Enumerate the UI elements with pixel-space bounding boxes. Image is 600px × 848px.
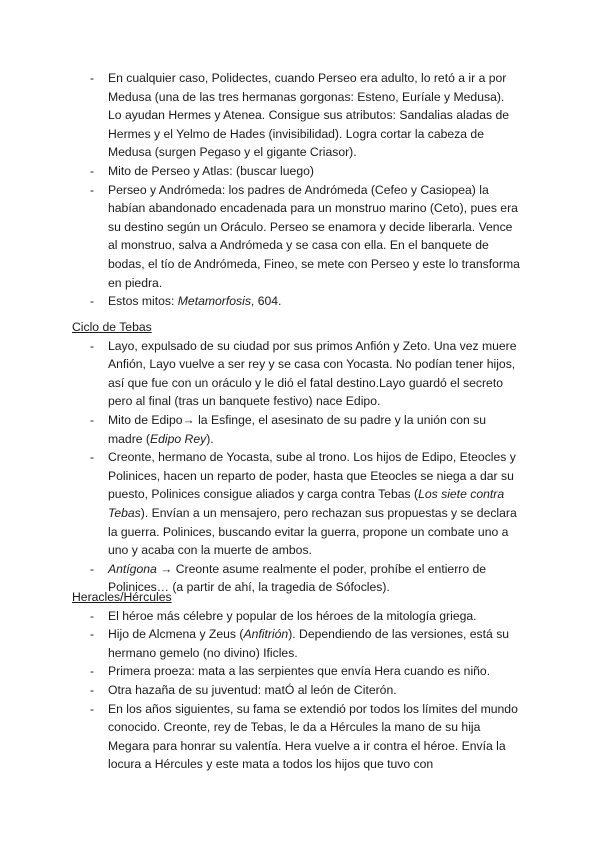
work-title: Edipo Rey [150,431,207,446]
list-item [0,607,520,626]
section-heading-tebas: Ciclo de Tebas [72,320,152,334]
list-item [0,337,520,411]
list-item-text: Primera proeza: mata a las serpientes que envía Hera cuando es niño. [108,664,491,679]
list-item-text: En cualquier caso, Polidectes, cuando Perseo era adulto, lo retó a ir a por Medusa (una de las tres hermanas gorgonas: Esteno, Euríale y Medusa). Lo ayudan Hermes y Atenea. Consigue sus atributos: Sandalias aladas de Hermes y el Yelmo de Hades (invisibilidad). Logra cortar la cabeza de Medusa (surgen Pegaso y el gigante Criasor). [108,71,510,160]
list-item-text: El héroe más célebre y popular de los héroes de la mitología griega. [108,608,477,623]
list-item-text: Otra hazaña de su juventud: matÓ al león de Citerón. [108,682,397,697]
section-perseo [0,69,520,311]
list-item [0,181,520,293]
section-heracles [0,588,520,774]
list-item-text-pre: Mito de Edipo→ la Esfinge, el asesinato de su padre y la unión con su madre ( [108,412,487,446]
list-item-text: Layo, expulsado de su ciudad por sus primos Anfión y Zeto. Una vez muere Anfión, Layo vuelve a ser rey y se casa con Yocasta. No podían tener hijos, así que fue con un oráculo y le dió el fatal destino.Layo guardó el secreto pero al final (tras un banquete festivo) nace Edipo. [108,338,517,409]
work-title: Los siete contra Tebas [108,487,505,520]
dash-bullet: - [90,338,95,353]
dash-bullet: - [90,608,95,623]
perseo-list [0,69,520,311]
list-item-text-pre: Estos mitos: [108,294,178,309]
list-item [0,292,520,311]
heracles-list [0,607,520,774]
list-item [0,700,520,774]
list-item [0,411,520,448]
dash-bullet: - [90,664,95,679]
tebas-list [0,337,520,597]
dash-bullet: - [90,412,95,427]
list-item-text-pre: Creonte, hermano de Yocasta, sube al trono. Los hijos de Edipo, Eteocles y Polinices, hacen un reparto de poder, hasta que Eteocles se niega a dar su puesto, Polinices consigue aliados y carga contra Tebas ( [108,450,516,502]
list-item-text-post: → Creonte asume realmente el poder, prohíbe el entierro de Polinices… (a partir de ahí, la tragedia de Sófocles). [108,561,487,595]
list-item [0,448,520,560]
dash-bullet: - [90,294,95,309]
list-item-text: En los años siguientes, su fama se extendió por todos los límites del mundo conocido. Creonte, rey de Tebas, le da a Hércules la mano de su hija Megara para honrar su valentía. Hera vuelve a ir contra el héroe. Envía la locura a Hércules y este mata a todos los hijos que tuvo con [108,701,518,772]
list-item-text-post: ). [206,431,214,446]
list-item [0,681,520,700]
list-item-text: Perseo y Andrómeda: los padres de Andrómeda (Cefeo y Casiopea) la habían abandonado encadenada para un monstruo marino (Ceto), pues era su destino según un Oráculo. Perseo se enamora y decide liberarla. Vence al monstruo, salva a Andrómeda y se casa con ella. En el banquete de bodas, el tío de Andrómeda, Fineo, se mete con Perseo y este lo transforma en piedra. [108,182,520,290]
list-item [0,625,520,662]
list-item-text-post: ). Dependiendo de las versiones, está su hermano gemelo (no divino) Ificles. [108,627,510,660]
dash-bullet: - [90,627,95,642]
dash-bullet: - [90,163,95,178]
dash-bullet: - [90,450,95,465]
list-item-text: Mito de Perseo y Atlas: (buscar luego) [108,163,314,178]
list-item [0,69,520,162]
work-title: Anfitrión [243,627,289,642]
work-title: Antígona [108,561,157,576]
list-item-text-pre: Hijo de Alcmena y Zeus ( [108,627,244,642]
list-item [0,662,520,681]
dash-bullet: - [90,682,95,697]
list-item-text-post: ). Envían a un mensajero, pero rechazan sus propuestas y se declara la guerra. Polinices, buscando evitar la guerra, propone un combate uno a uno y acaba con la muerte de ambos. [108,505,517,558]
dash-bullet: - [90,71,95,85]
section-heading-heracles: Heracles/Hércules [72,590,172,604]
list-item-text-post: , 604. [250,294,282,309]
dash-bullet: - [90,701,95,716]
list-item [0,162,520,181]
work-title: Metamorfosis [177,294,251,309]
dash-bullet: - [90,561,95,576]
section-tebas [0,318,520,597]
dash-bullet: - [90,182,95,197]
